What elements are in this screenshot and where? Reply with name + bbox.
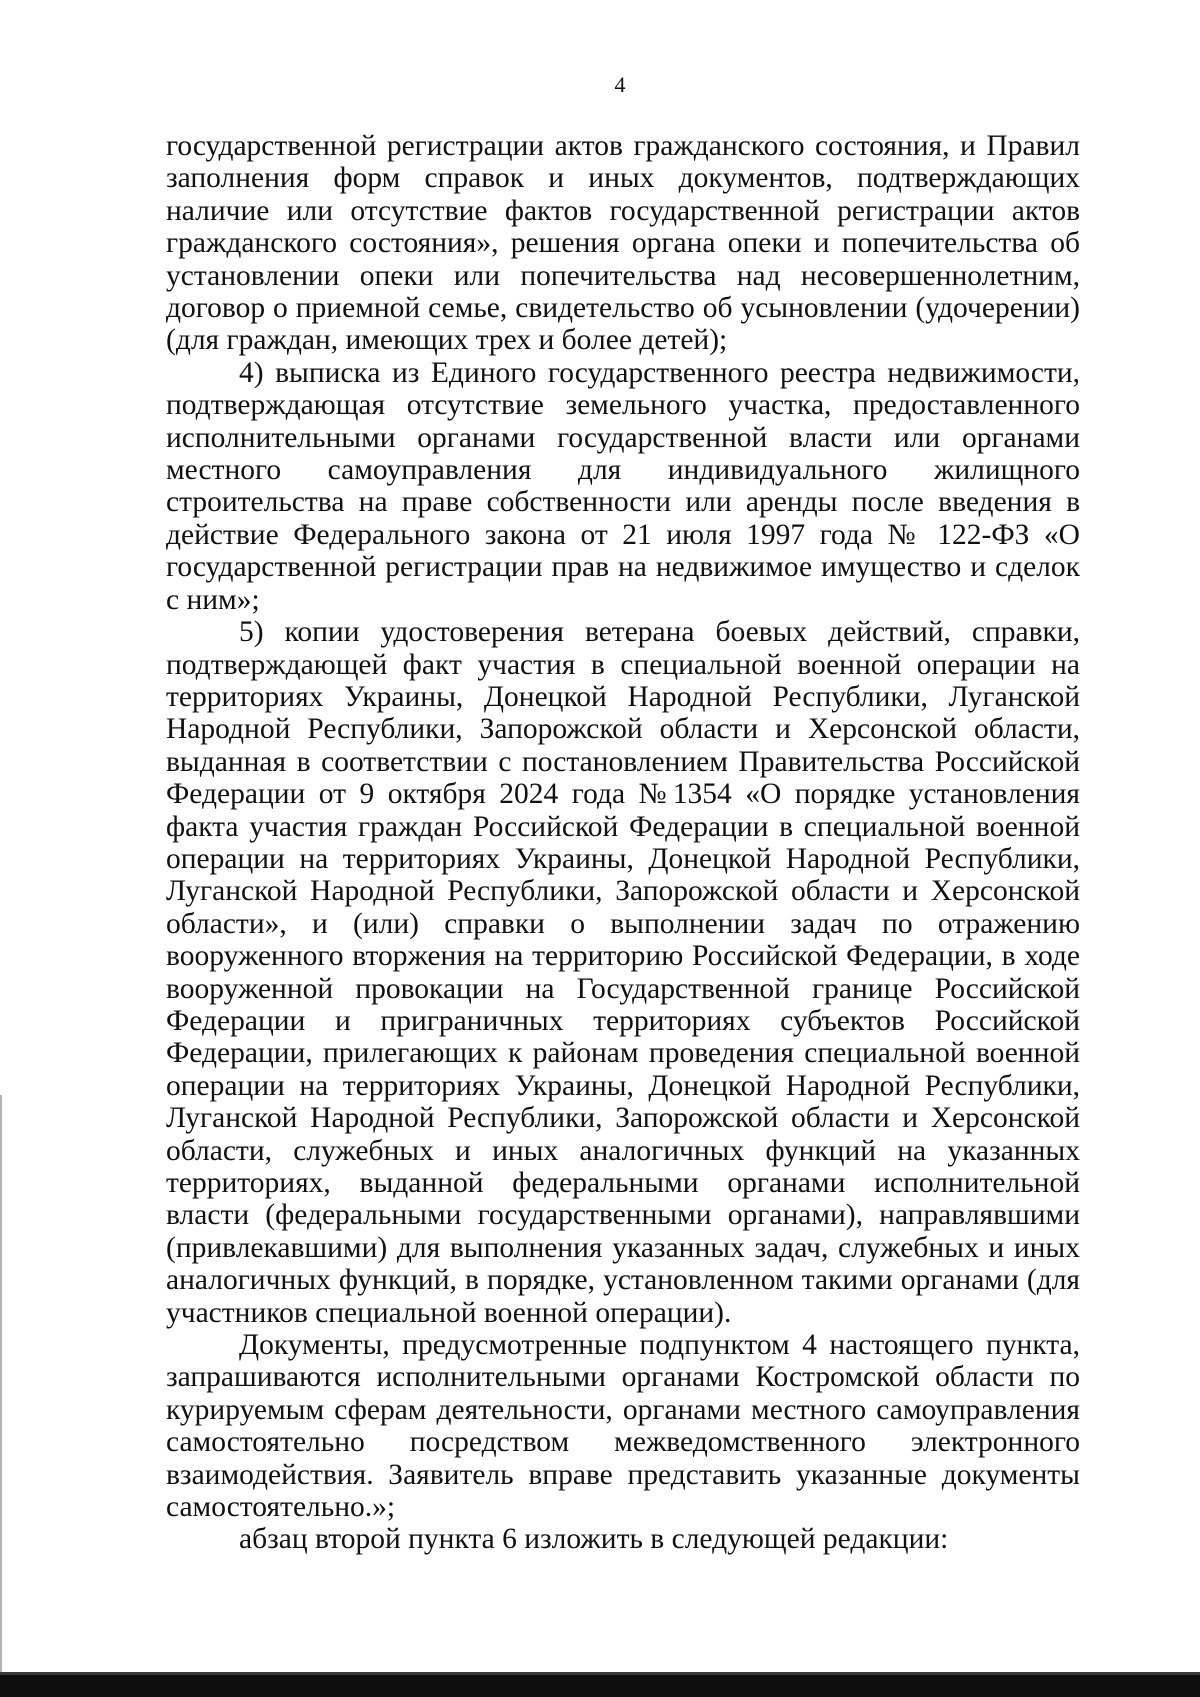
paragraph-documents: Документы, предусмотренные подпунктом 4 настоящего пункта, запрашиваются исполнительными органами Костромской области по курируемым сферам деятельности, органами местного самоуправления самостоятельно посредством межведомственного электронного взаимодействия. Заявитель вправе представить указанные документы самостоятельно.»; xyxy=(166,1329,1080,1524)
scan-bottom-edge xyxy=(0,1675,1200,1697)
paragraph-item-4: 4) выписка из Единого государственного реестра недвижимости, подтверждающая отсутствие земельного участка, предоставленного исполнительными органами государственной власти или органами местного самоуправления для индивидуального жилищного строительства на праве собственности или аренды после введения в действие Федерального закона от 21 июля 1997 года № 122-ФЗ «О государственной регистрации прав на недвижимое имущество и сделок с ним»; xyxy=(166,356,1080,616)
paragraph-amendment: абзац второй пункта 6 изложить в следующей редакции: xyxy=(239,1523,949,1556)
paragraph-item-5: 5) копии удостоверения ветерана боевых действий, справки, подтверждающей факт участия в специальной военной операции на территориях Украины, Донецкой Народной Республики, Луганской Народной Республики, Запорожской области и Херсонской области, выданная в соответствии с постановлением Правительства Российской Федерации от 9 октября 2024 года №1354 «О порядке установления факта участия граждан Российской Федерации в специальной военной операции на территориях Украины, Донецкой Народной Республики, Луганской Народной Республики, Запорожской области и Херсонской области», и (или) справки о выполнении задач по отражению вооруженного вторжения на территорию Российской Федерации, в ходе вооруженной провокации на Государственной границе Российской Федерации и приграничных территориях субъектов Российской Федерации, прилегающих к районам проведения специальной военной операции на территориях Украины, Донецкой Народной Республики, Луганской Народной Республики, Запорожской области и Херсонской области, служебных и иных аналогичных функций на указанных территориях, выданной федеральными органами исполнительной власти (федеральными государственными органами), направлявшими (привлекавшими) для выполнения указанных задач, служебных и иных аналогичных функций, в порядке, установленном такими органами (для участников специальной военной операции). xyxy=(166,616,1080,1329)
scan-left-edge xyxy=(0,1095,2,1697)
page-number: 4 xyxy=(614,72,626,97)
paragraph-continuation: государственной регистрации актов гражданского состояния, и Правил заполнения форм справок и иных документов, подтверждающих наличие или отсутствие фактов государственной регистрации актов гражданского состояния», решения органа опеки и попечительства об установлении опеки или попечительства над несовершеннолетним, договор о приемной семье, свидетельство об усыновлении (удочерении) (для граждан, имеющих трех и более детей); xyxy=(166,130,1080,357)
document-body xyxy=(166,130,1080,1556)
